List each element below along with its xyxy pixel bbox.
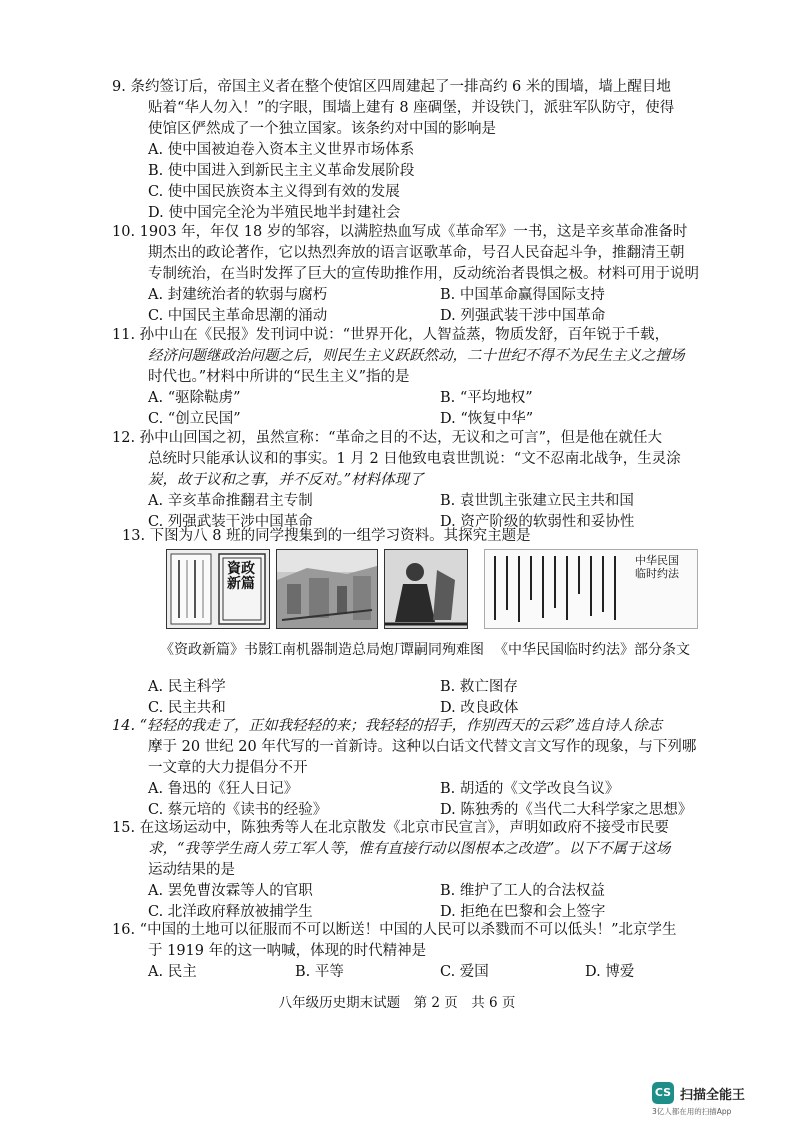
option-d: D. 列强武装干涉中国革命 [440,308,606,324]
option-d: D. 资产阶级的软弱性和妥协性 [440,514,635,530]
question-stem-line: 经济问题继政治问题之后，则民生主义跃跃然动，二十世纪不得不为民生主义之擅场 [148,348,685,364]
option-c: C. 蔡元培的《读书的经验》 [148,802,328,818]
option-c: C. 民主共和 [148,700,226,716]
provisional-constitution-image [484,549,698,629]
option-a: A. 罢免曹汝霖等人的官职 [148,883,313,899]
option-a: A. 民主 [148,964,197,980]
fig-title-text: 資政新篇 [227,561,255,592]
option-b: B. 维护了工人的合法权益 [440,883,605,899]
option-b: B. 胡适的《文学改良刍议》 [440,781,620,797]
zizheng-xinpian-image [166,549,270,629]
question-stem-line: 9. 条约签订后，帝国主义者在整个使馆区四周建起了一排高约 6 米的围墙，墙上醒目地 [112,79,671,95]
image-strip [160,549,700,629]
question-stem-line: 时代也。”材料中所讲的“民生主义”指的是 [148,369,410,385]
camscanner-tagline: 3亿人都在用的扫描App [652,1107,732,1116]
question-stem-line: 12. 孙中山回国之初，虽然宣称：“革命之目的不达，无议和之可言”，但是他在就任大 [112,430,662,446]
option-c: C. 爱国 [440,964,489,980]
question-stem-line: 求，“我等学生商人劳工军人等，惟有直接行动以图根本之改造”。以下不属于这场 [148,841,671,857]
option-a: A. 辛亥革命推翻君主专制 [148,493,313,509]
jiangnan-arsenal-image [276,549,378,629]
question-stem-line: 15. 在这场运动中，陈独秀等人在北京散发《北京市民宣言》，声明如政府不接受市民要 [112,820,669,836]
option-a: A. 使中国被迫卷入资本主义世界市场体系 [148,142,415,158]
question-stem-line: 13. 下图为八 8 班的同学搜集到的一组学习资料。其探究主题是 [122,528,531,544]
option-c: C. 中国民主革命思潮的涌动 [148,308,328,324]
question-stem-line: 期杰出的政论著作，它以热烈奔放的语言讴歌革命，号召人民奋起斗争，推翻清王朝 [148,245,685,261]
option-c: C. “创立民国” [148,411,241,427]
question-stem-line: 总统时只能承认议和的事实。1 月 2 日他致电袁世凯说：“文不忍南北战争，生灵涂 [148,451,681,467]
question-stem-line: 于 1919 年的这一呐喊，体现的时代精神是 [148,943,427,959]
option-d: D. 拒绝在巴黎和会上签字 [440,904,606,920]
option-d: D. “恢复中华” [440,411,534,427]
question-stem-line: 贴着“华人勿入！”的字眼，围墙上建有 8 座碉堡，并设铁门，派驻军队防守，使得 [148,100,675,116]
option-c: C. 北洋政府释放被捕学生 [148,904,313,920]
option-c: C. 使中国民族资本主义得到有效的发展 [148,184,400,200]
camscanner-watermark [652,1082,772,1118]
option-a: A. “驱除鞑虏” [148,390,241,406]
option-b: B. 平等 [295,964,344,980]
camscanner-name: 扫描全能王 [680,1088,746,1103]
option-a: A. 鲁迅的《狂人日记》 [148,781,299,797]
caption-constitution: 《中华民国临时约法》部分条文 [494,642,690,658]
question-stem-line: 摩于 20 世纪 20 年代写的一首新诗。这种以白话文代替文言文写作的现象，与下列哪 [148,739,697,755]
question-stem-line: 炭，故于议和之事，并不反对。”材料体现了 [148,472,424,488]
fig-title-text: 中华民国临时约法 [635,554,679,580]
option-b: B. 使中国进入到新民主主义革命发展阶段 [148,163,415,179]
question-stem-line: 运动结果的是 [148,862,235,878]
option-d: D. 陈独秀的《当代二大科学家之思想》 [440,802,693,818]
option-d: D. 改良政体 [440,700,519,716]
option-d: D. 博爱 [585,964,635,980]
caption-tan-sitong: 谭嗣同殉难图 [400,642,484,658]
camscanner-logo-icon: CS [652,1082,674,1104]
question-stem-line: 专制统治，在当时发挥了巨大的宣传助推作用，反动统治者畏惧之极。材料可用于说明 [148,266,699,282]
caption-zizheng: 《资政新篇》书影 [160,642,272,658]
option-b: B. 救亡图存 [440,679,518,695]
option-b: B. 中国革命赢得国际支持 [440,287,605,303]
tan-sitong-image [384,549,468,629]
option-a: A. 封建统治者的软弱与腐朽 [148,287,328,303]
question-stem-line: 14. “轻轻的我走了，正如我轻轻的来；我轻轻的招手，作别西天的云彩”选自诗人徐志 [112,718,662,734]
question-stem-line: 一文章的大力提倡分不开 [148,760,308,776]
option-c: C. 列强武装干涉中国革命 [148,514,313,530]
page-footer: 八年级历史期末试题 第 2 页 共 6 页 [278,995,516,1011]
option-d: D. 使中国完全沦为半殖民地半封建社会 [148,205,401,221]
caption-arsenal: 江南机器制造总局炮厂 [268,642,408,658]
question-stem-line: 使馆区俨然成了一个独立国家。该条约对中国的影响是 [148,121,496,137]
question-stem-line: 16. “中国的土地可以征服而不可以断送！中国的人民可以杀戮而不可以低头！”北京学生 [112,922,677,938]
question-stem-line: 11. 孙中山在《民报》发刊词中说：“世界开化，人智益蒸，物质发舒，百年锐于千载， [112,327,670,343]
question-stem-line: 10. 1903 年，年仅 18 岁的邹容，以满腔热血写成《革命军》一书，这是辛亥革命准备时 [112,224,688,240]
option-b: B. 袁世凯主张建立民主共和国 [440,493,634,509]
option-a: A. 民主科学 [148,679,226,695]
option-b: B. “平均地权” [440,390,533,406]
